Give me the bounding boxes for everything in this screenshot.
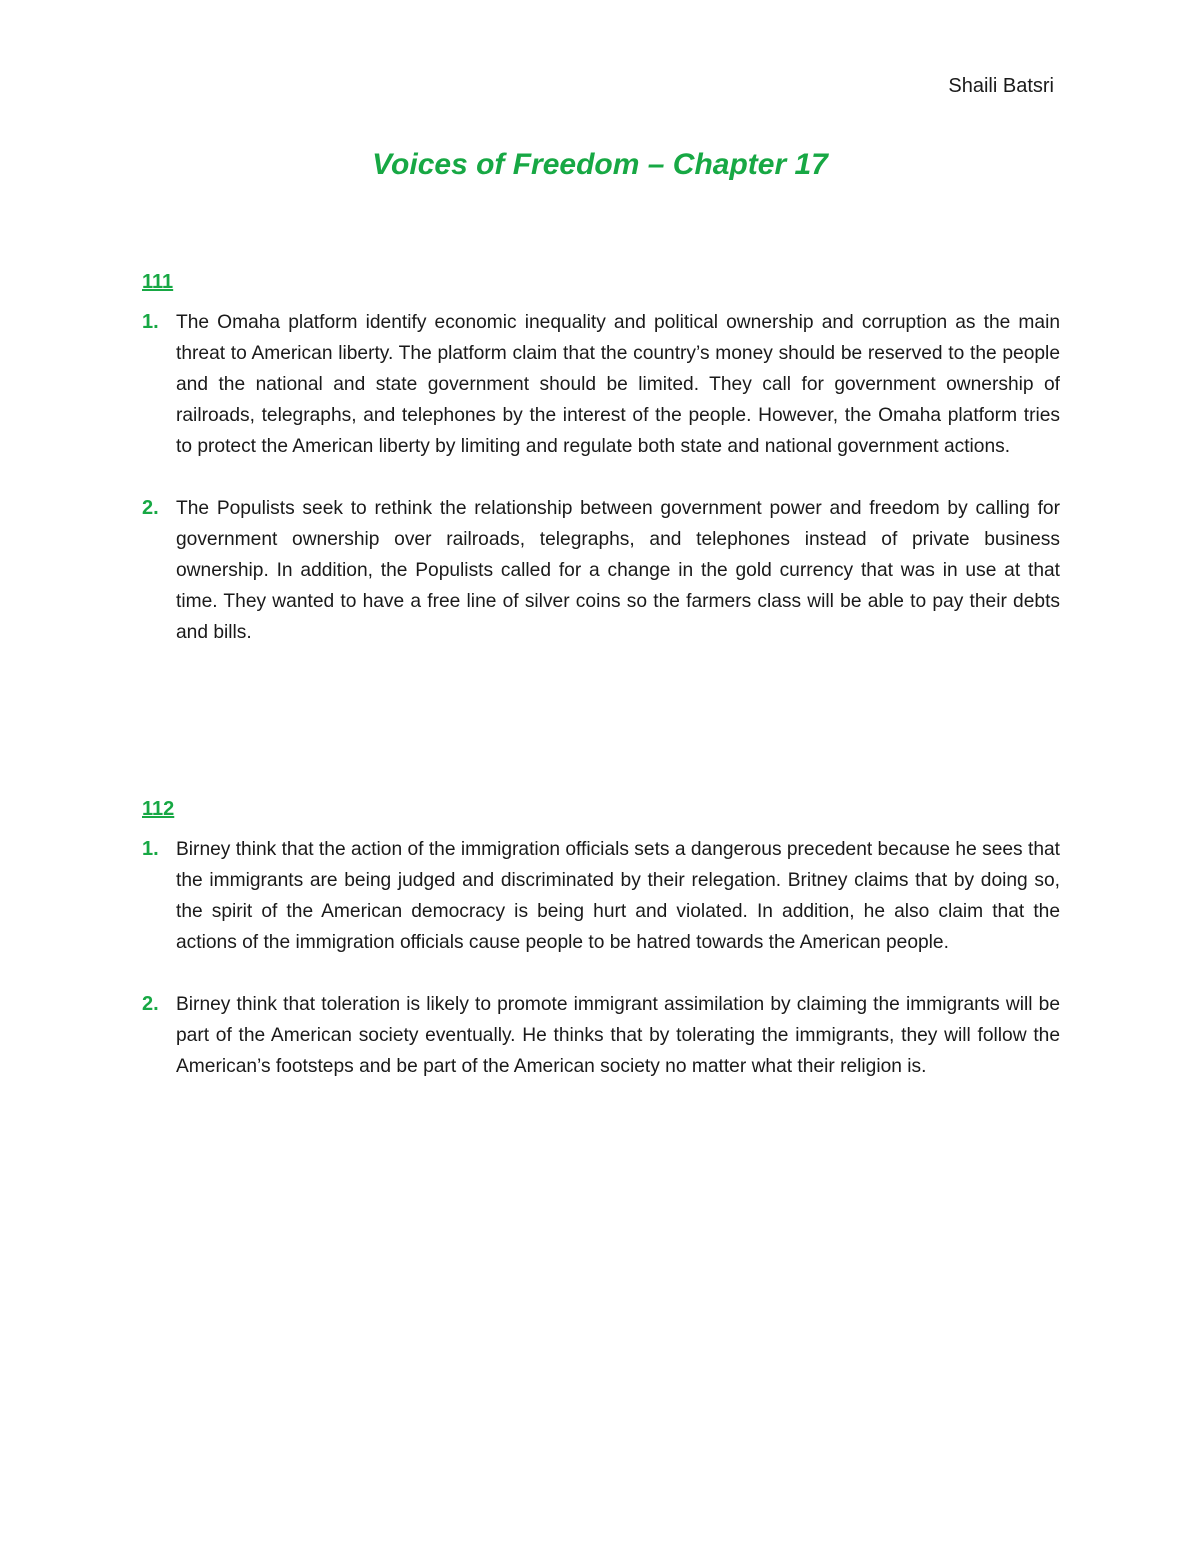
section-111 [142,270,1060,679]
answer-text: Birney think that toleration is likely to promote immigrant assimilation by claiming the immigrants will be part of the American society eventually. He thinks that by tolerating the immigrants, they will follow the American’s footsteps and be part of the American society no matter what their religion is. [176,994,1060,1077]
answer-text: The Populists seek to rethink the relationship between government power and freedom by calling for government ownership over railroads, telegraphs, and telephones instead of private business ownership. In addition, the Populists called for a change in the gold currency that was in use at that time. They wanted to have a free line of silver coins so the farmers class will be able to pay their debts and bills. [176,498,1060,643]
section-heading: 112 [142,798,175,820]
answer-number: 2. [142,993,159,1015]
answer-list [142,834,1060,1082]
author-name: Shaili Batsri [948,75,1054,97]
answer-item [142,834,1060,958]
answer-text: Birney think that the action of the immigration officials sets a dangerous precedent because he sees that the immigrants are being judged and discriminated by their relegation. Britney claims that by doing so, the spirit of the American democracy is being hurt and violated. In addition, he also claim that the actions of the immigration officials cause people to be hatred towards the American people. [176,839,1060,953]
document-title: Voices of Freedom – Chapter 17 [372,148,828,181]
answer-item [142,989,1060,1082]
answer-number: 2. [142,497,159,519]
answer-text: The Omaha platform identify economic inequality and political ownership and corruption as the main threat to American liberty. The platform claim that the country’s money should be reserved to the people and the national and state government should be limited. They call for government ownership of railroads, telegraphs, and telephones by the interest of the people. However, the Omaha platform tries to protect the American liberty by limiting and regulate both state and national government actions. [176,312,1060,457]
section-112 [142,797,1060,1113]
answer-item [142,307,1060,462]
answer-number: 1. [142,311,159,333]
answer-list [142,307,1060,648]
section-heading: 111 [142,271,174,293]
answer-item [142,493,1060,648]
answer-number: 1. [142,838,159,860]
